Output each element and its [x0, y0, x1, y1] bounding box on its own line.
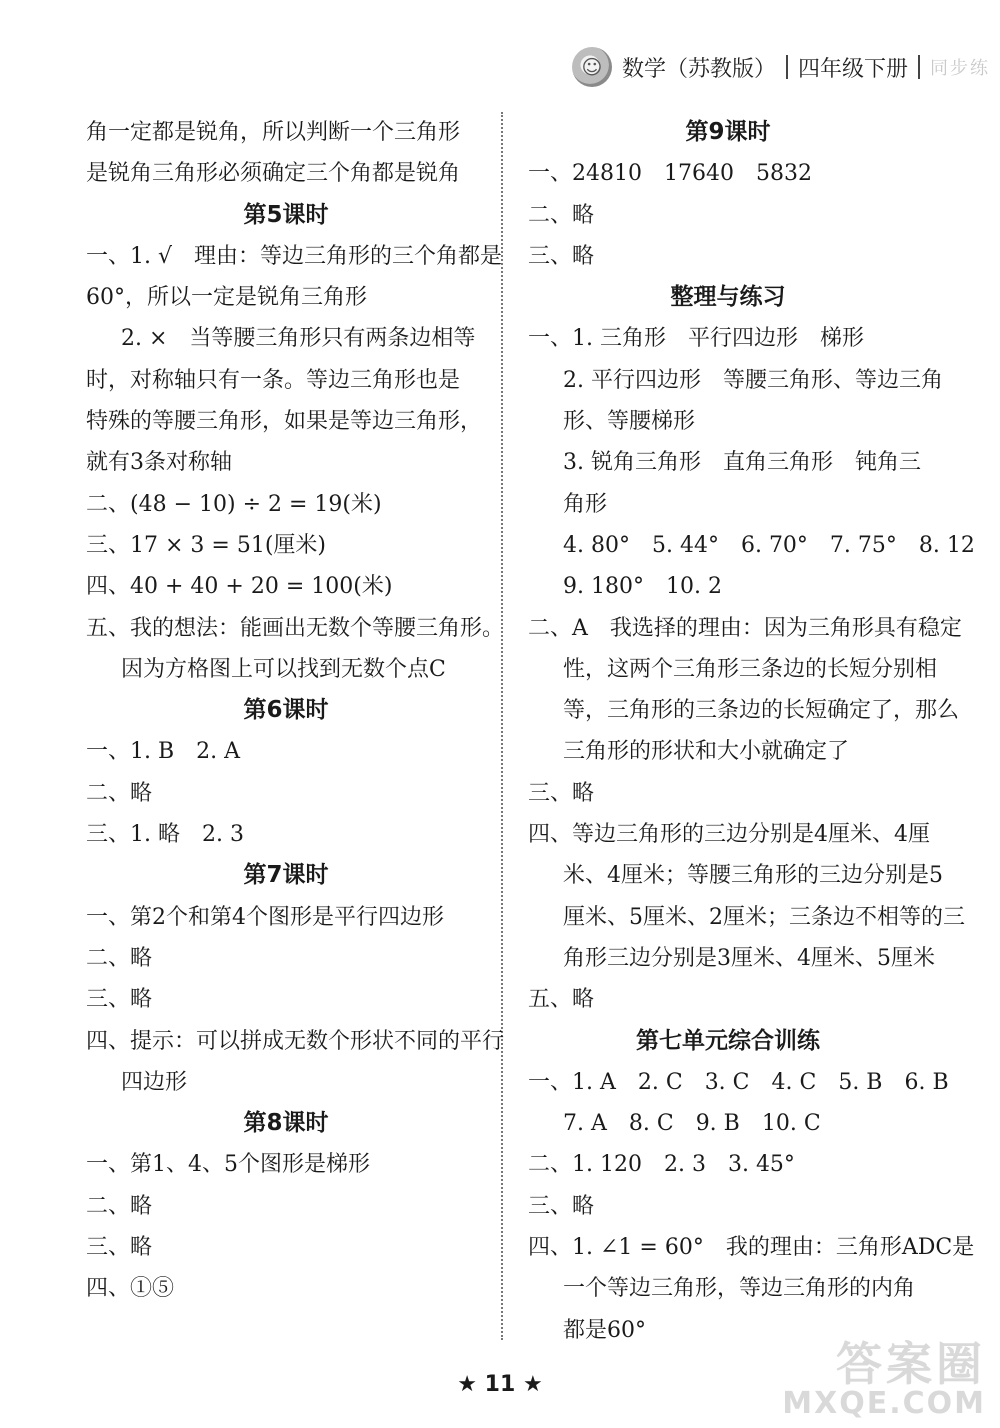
section-heading: 第8课时: [243, 1110, 329, 1137]
answer-line: 三、略: [528, 780, 595, 806]
answer-line: 四、1. ∠1 = 60° 我的理由：三角形ADC是: [528, 1235, 975, 1261]
answer-line: 一个等边三角形，等边三角形的内角: [563, 1276, 916, 1302]
answer-line: 一、第2个和第4个图形是平行四边形: [86, 904, 444, 930]
answer-line: 米、4厘米；等腰三角形的三边分别是5: [563, 863, 943, 889]
answer-line: 2. 平行四边形 等腰三角形、等边三角: [563, 367, 943, 393]
page-number: ★ 11 ★: [457, 1372, 543, 1397]
answer-line: 角形三边分别是3厘米、4厘米、5厘米: [563, 945, 935, 971]
subject-title: 数学（苏教版）: [621, 56, 776, 82]
header-separator: [918, 55, 920, 79]
answer-line: 一、1. B 2. A: [86, 739, 241, 765]
faded-series-text: 同步练: [930, 58, 990, 79]
answer-line: 四、①⑤: [86, 1276, 175, 1302]
answer-line: 二、A 我选择的理由：因为三角形具有稳定: [528, 615, 962, 641]
header-separator: [786, 55, 788, 79]
grade-title: 四年级下册: [797, 56, 908, 82]
answer-line: 9. 180° 10. 2: [563, 574, 722, 600]
answer-line: 是锐角三角形必须确定三个角都是锐角: [86, 161, 461, 187]
answer-line: 三、略: [86, 987, 153, 1013]
answer-line: 三、17 × 3 = 51(厘米): [86, 532, 326, 558]
answer-line: 四、提示：可以拼成无数个形状不同的平行: [86, 1028, 505, 1054]
answer-line: 三、1. 略 2. 3: [86, 822, 244, 848]
answer-line: 四、等边三角形的三边分别是4厘米、4厘: [528, 822, 930, 848]
answer-line: 三、略: [86, 1235, 153, 1261]
answer-line: 厘米、5厘米、2厘米；三条边不相等的三: [563, 904, 965, 930]
section-heading: 整理与练习: [670, 284, 786, 311]
answer-line: 一、第1、4、5个图形是梯形: [86, 1152, 370, 1178]
answer-line: 二、略: [528, 202, 595, 228]
section-heading: 第七单元综合训练: [636, 1027, 820, 1054]
watermark-logo-text: 答案圈: [836, 1337, 986, 1391]
answer-line: 4. 80° 5. 44° 6. 70° 7. 75° 8. 12: [563, 532, 975, 558]
answer-line: 二、略: [86, 1193, 153, 1219]
answer-line: 特殊的等腰三角形，如果是等边三角形，: [86, 409, 483, 435]
book-logo-icon: ☺: [572, 47, 612, 87]
answer-line: 性，这两个三角形三条边的长短分别相: [563, 656, 938, 682]
section-heading: 第5课时: [243, 201, 329, 228]
answer-line: 二、(48 − 10) ÷ 2 = 19(米): [86, 491, 382, 517]
answer-line: 角一定都是锐角，所以判断一个三角形: [86, 120, 461, 145]
answer-line: 五、略: [528, 987, 595, 1013]
answer-line: 因为方格图上可以找到无数个点C: [121, 656, 446, 682]
answer-line: 角形: [563, 491, 608, 517]
answer-line: 五、我的想法：能画出无数个等腰三角形。: [86, 615, 505, 641]
answer-line: 二、略: [86, 945, 153, 971]
answer-line: 就有3条对称轴: [86, 450, 232, 476]
answer-line: 2. × 当等腰三角形只有两条边相等: [121, 326, 476, 352]
left-answer-column: [86, 112, 505, 1310]
section-heading: 第9课时: [685, 119, 771, 145]
answer-line: 一、1. A 2. C 3. C 4. C 5. B 6. B: [528, 1069, 949, 1095]
section-heading: 第7课时: [243, 862, 329, 889]
section-heading: 第6课时: [243, 697, 329, 724]
answer-line: 时，对称轴只有一条。等边三角形也是: [86, 367, 461, 393]
answer-line: 一、1. √ 理由：等边三角形的三个角都是: [86, 243, 503, 269]
column-divider: [501, 112, 505, 1340]
answer-line: 一、24810 17640 5832: [528, 161, 812, 187]
answer-line: 一、1. 三角形 平行四边形 梯形: [528, 326, 864, 352]
answer-line: 三、略: [528, 1193, 595, 1219]
answer-line: 四、40 + 40 + 20 = 100(米): [86, 574, 393, 600]
site-watermark: [782, 1337, 986, 1421]
answer-line: 三角形的形状和大小就确定了: [563, 739, 850, 765]
answer-line: 四边形: [121, 1069, 188, 1095]
answer-line: 3. 锐角三角形 直角三角形 钝角三: [563, 450, 921, 476]
answer-line: 都是60°: [563, 1317, 646, 1343]
answer-line: 二、略: [86, 780, 153, 806]
right-answer-column: [528, 112, 975, 1351]
answer-line: 形、等腰梯形: [563, 409, 696, 435]
answer-line: 二、1. 120 2. 3 3. 45°: [528, 1152, 795, 1178]
answer-line: 7. A 8. C 9. B 10. C: [563, 1111, 821, 1137]
watermark-url: MXQE.COM: [782, 1386, 986, 1421]
answer-line: 三、略: [528, 243, 595, 269]
page-header: [572, 42, 990, 92]
answer-line: 等，三角形的三条边的长短确定了，那么: [563, 698, 960, 724]
answer-line: 60°，所以一定是锐角三角形: [86, 285, 367, 311]
